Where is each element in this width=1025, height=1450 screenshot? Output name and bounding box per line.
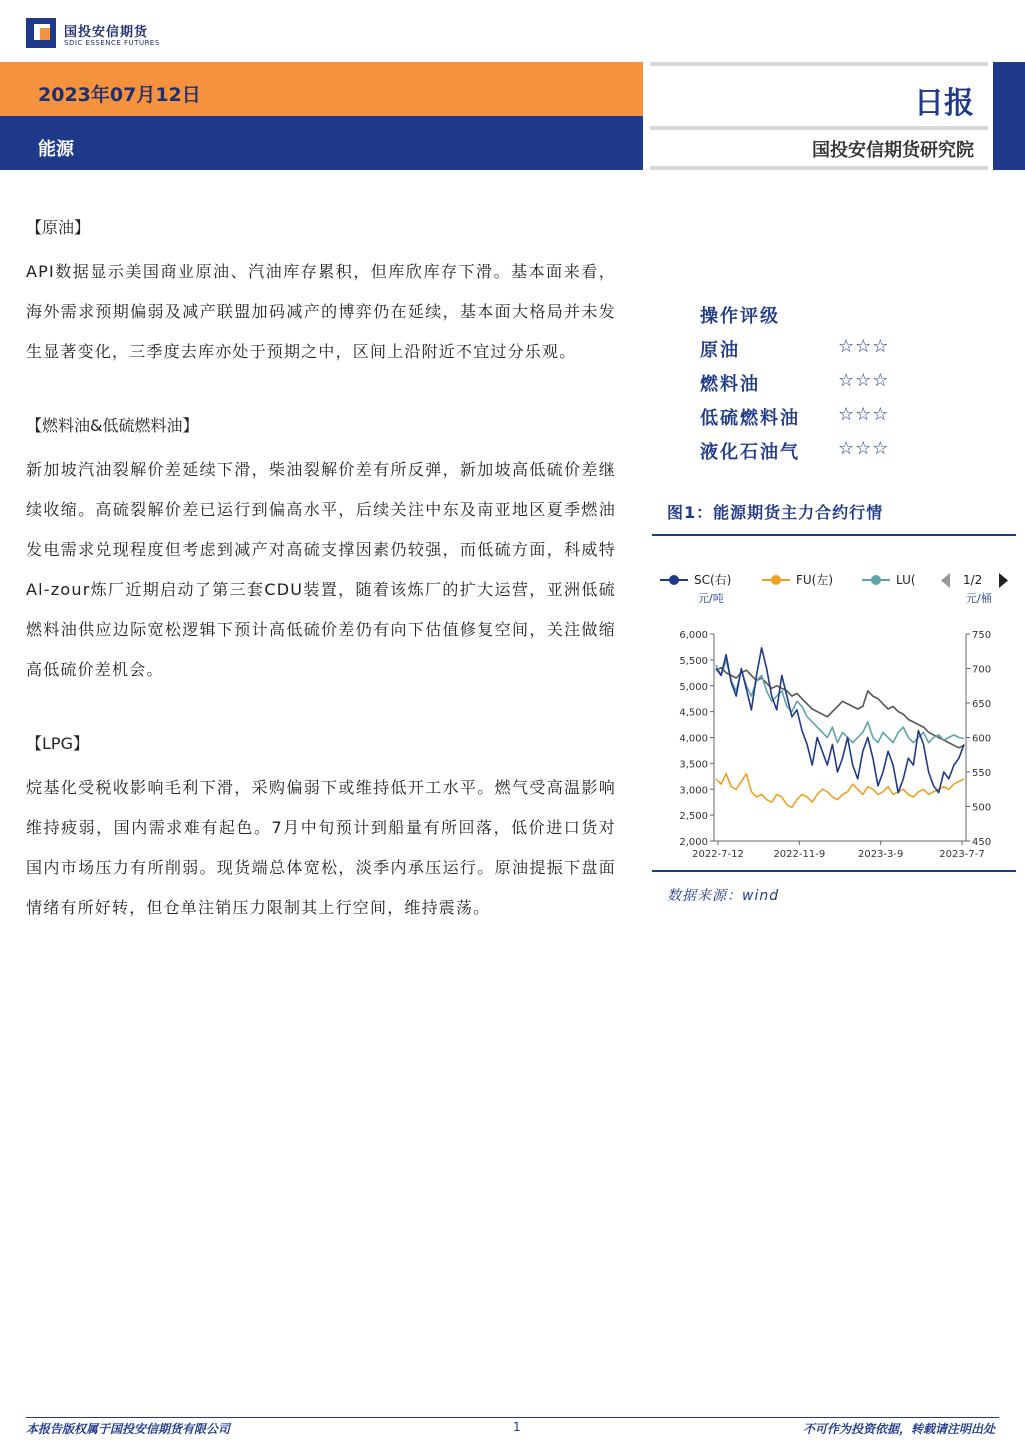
y-left-tick-label: 4,500 [679, 707, 708, 719]
rating-panel [700, 298, 940, 468]
y-left-tick-label: 5,500 [679, 655, 708, 667]
legend-marker [669, 575, 679, 585]
header-section-band [0, 116, 643, 170]
rating-stars-icon: ☆☆☆ [838, 336, 890, 357]
legend-prev-icon [941, 573, 950, 588]
y-left-tick-label: 2,000 [679, 837, 708, 848]
y-right-tick-label: 650 [972, 699, 992, 710]
figure-title: 图1：能源期货主力合约行情 [667, 503, 884, 522]
rating-row [700, 434, 940, 468]
report-section: 能源 [38, 139, 74, 160]
logo-mark-icon [26, 18, 56, 48]
header-divider [650, 166, 988, 170]
footer-rule [26, 1417, 999, 1418]
energy-futures-chart [652, 560, 1016, 865]
rating-stars-icon: ☆☆☆ [838, 370, 890, 391]
series-line [716, 774, 964, 808]
rating-row [700, 332, 940, 366]
footer-disclaimer: 不可作为投资依据，转载请注明出处 [802, 1422, 995, 1436]
series-line [716, 648, 964, 793]
y-left-tick-label: 6,000 [679, 630, 708, 641]
y-right-tick-label: 750 [972, 630, 992, 641]
data-source: 数据来源：wind [667, 888, 780, 904]
x-tick-label: 2023-3-9 [857, 849, 904, 860]
section-heading-crude: 【原油】 [26, 218, 91, 237]
legend-next-icon [999, 573, 1008, 588]
section-text-lpg: 烷基化受税收影响毛利下滑，采购偏弱下或维持低开工水平。燃气受高温影响维持疲弱，国内需求难有起色。7月中旬预计到船量有所回落，低价进口货对国内市场压力有所削弱。现货端总体宽松，淡季内承压运行。原油提振下盘面情绪有所好转，但仓单注销压力限制其上行空间，维持震荡。 [26, 778, 616, 917]
legend-label: SC(右) [694, 573, 732, 587]
legend-marker [871, 575, 881, 585]
figure-rule [652, 534, 1016, 536]
legend-page: 1/2 [963, 573, 983, 587]
section-heading-fuel-oil: 【燃料油&低硫燃料油】 [26, 416, 199, 435]
y-left-tick-label: 2,500 [679, 811, 708, 823]
y-right-unit: 元/桶 [966, 592, 992, 605]
y-left-tick-label: 3,000 [679, 785, 708, 797]
section-text-crude: API数据显示美国商业原油、汽油库存累积，但库欣库存下滑。基本面来看，海外需求预期偏弱及减产联盟加码减产的博弈仍在延续，基本面大格局并未发生显著变化，三季度去库亦处于预期之中，区间上沿附近不宜过分乐观。 [26, 262, 616, 361]
x-tick-label: 2022-11-9 [773, 849, 826, 860]
y-left-tick-label: 5,000 [679, 681, 708, 693]
y-right-tick-label: 450 [972, 837, 992, 848]
y-right-tick-label: 600 [972, 733, 992, 745]
rating-label: 燃料油 [700, 374, 760, 395]
report-date: 2023年07月12日 [38, 84, 201, 106]
header-divider [650, 62, 988, 66]
logo-name-en: SDIC ESSENCE FUTURES [64, 39, 160, 47]
rating-label: 低硫燃料油 [700, 408, 800, 429]
figure-rule [652, 870, 1016, 872]
section-text-fuel-oil: 新加坡汽油裂解价差延续下滑，柴油裂解价差有所反弹，新加坡高低硫价差继续收缩。高硫裂解价差已运行到偏高水平，后续关注中东及南亚地区夏季燃油发电需求兑现程度但考虑到减产对高硫支撑因素仍较强，而低硫方面，科威特Al-zour炼厂近期启动了第三套CDU装置，随着该炼厂的扩大运营，亚洲低硫燃料油供应边际宽松逻辑下预计高低硫价差仍有向下估值修复空间，关注做缩高低硫价差机会。 [26, 460, 616, 679]
y-right-tick-label: 550 [972, 768, 992, 779]
x-tick-label: 2023-7-7 [939, 849, 985, 860]
rating-row [700, 366, 940, 400]
logo-name-cn: 国投安信期货 [64, 25, 149, 40]
legend-label: LU( [896, 573, 916, 587]
y-right-tick-label: 700 [972, 664, 992, 676]
rating-label: 原油 [700, 340, 740, 361]
y-left-tick-label: 3,500 [679, 759, 708, 771]
report-type: 日报 [914, 86, 974, 121]
header-edge-stripe [993, 62, 1025, 170]
header-right [650, 62, 988, 170]
rating-stars-icon: ☆☆☆ [838, 404, 890, 425]
rating-title-row [700, 298, 940, 332]
report-body [26, 212, 616, 928]
brand-logo [26, 18, 226, 54]
legend-label: FU(左) [796, 573, 834, 587]
header-divider [650, 126, 988, 130]
y-left-unit: 元/吨 [698, 592, 724, 605]
section-heading-lpg: 【LPG】 [26, 734, 89, 753]
rating-label: 液化石油气 [700, 442, 800, 463]
y-left-tick-label: 4,000 [679, 733, 708, 745]
legend-marker [771, 575, 781, 585]
rating-row [700, 400, 940, 434]
x-tick-label: 2022-7-12 [692, 849, 744, 860]
rating-stars-icon: ☆☆☆ [838, 438, 890, 459]
rating-title: 操作评级 [700, 306, 780, 327]
y-right-tick-label: 500 [972, 802, 992, 814]
footer-copyright: 本报告版权属于国投安信期货有限公司 [26, 1422, 231, 1436]
institute-name: 国投安信期货研究院 [812, 140, 974, 161]
page-number: 1 [513, 1420, 521, 1434]
